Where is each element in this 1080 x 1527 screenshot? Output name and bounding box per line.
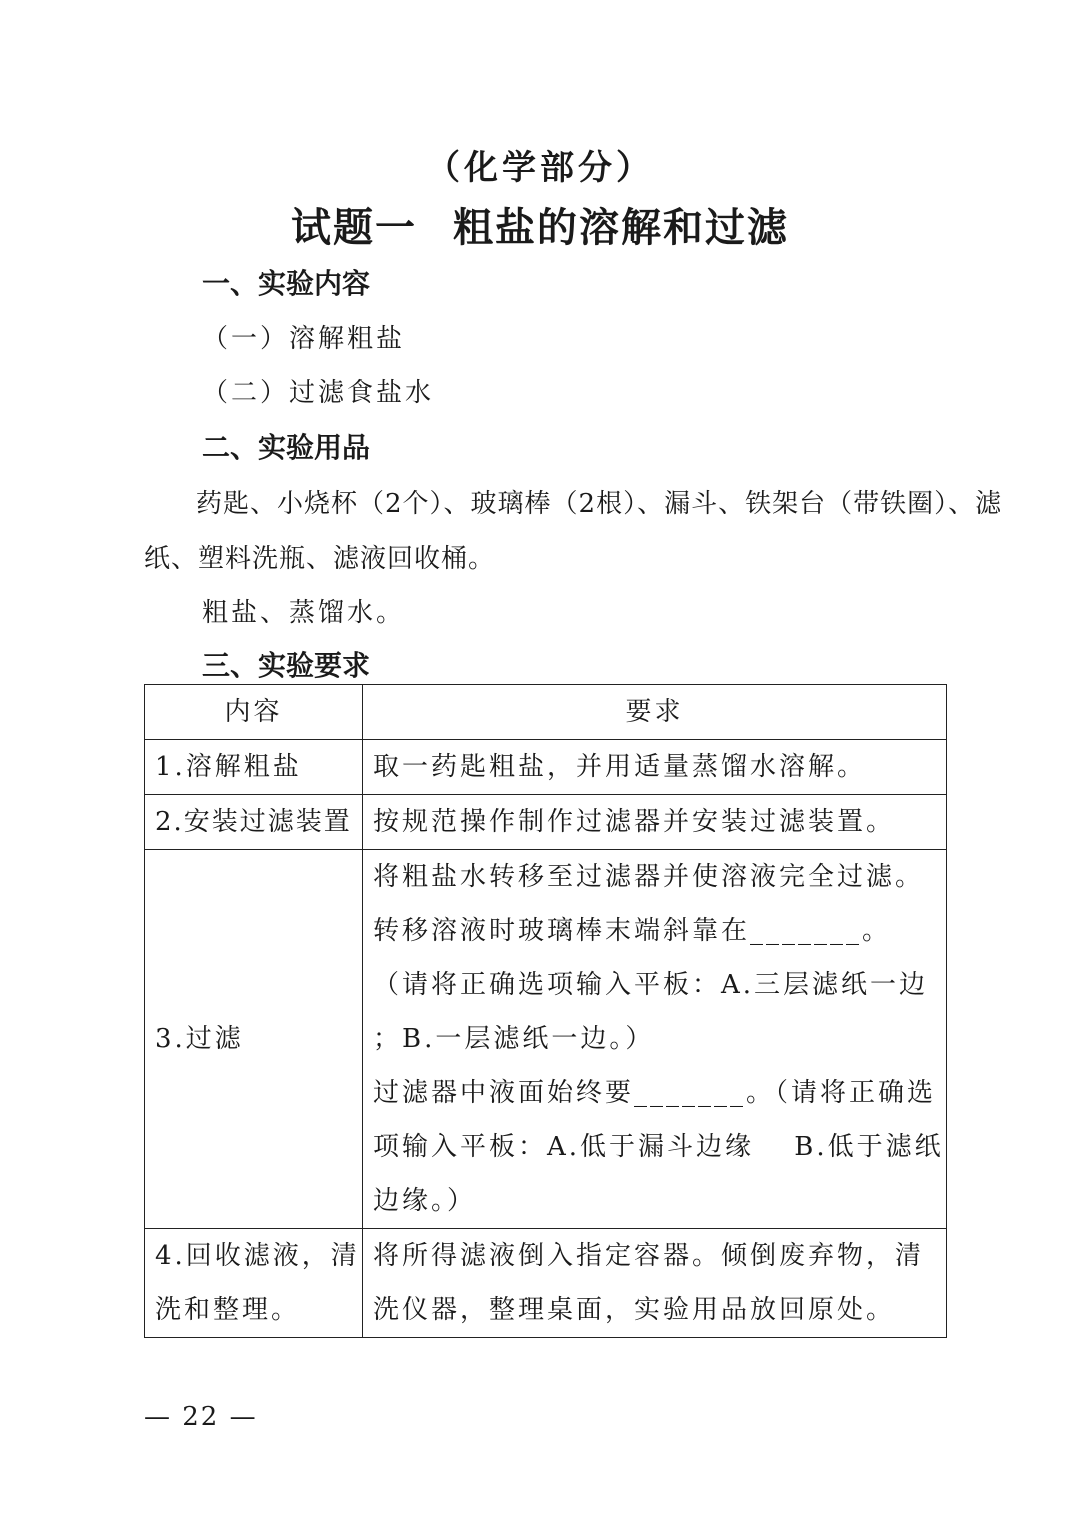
row-3-requirement-line-1: 将粗盐水转移至过滤器并使溶液完全过滤。: [373, 862, 925, 892]
row-4-content: [145, 1229, 363, 1338]
row-3-requirement-line-7: 边缘。）: [373, 1186, 477, 1216]
row-4-content-line-1: 4.回收滤液，清: [155, 1241, 360, 1271]
row-2-content: 2.安装过滤装置: [145, 795, 363, 850]
reagents-line: 粗盐、蒸馏水。: [202, 598, 406, 628]
row-4-requirement-line-2: 洗仪器，整理桌面，实验用品放回原处。: [373, 1295, 896, 1325]
row-3-requirement-line-4: ；B.一层滤纸一边。）: [373, 1024, 655, 1054]
page-title: [0, 196, 1080, 253]
row-3-requirement-line-6: 项输入平板：A.低于漏斗边缘 B.低于滤纸: [373, 1132, 944, 1162]
row-3-requirement-line-5: 过滤器中液面始终要_______。（请将正确选: [373, 1078, 937, 1108]
table-header-requirement: 要求: [363, 685, 947, 740]
table-row: [145, 850, 947, 1229]
row-4-requirement: [363, 1229, 947, 1338]
content-item-2: （二）过滤食盐水: [202, 378, 435, 408]
row-4-content-line-2: 洗和整理。: [155, 1295, 301, 1325]
row-3-requirement: [363, 850, 947, 1229]
heading-experiment-requirements: 三、实验要求: [202, 649, 371, 682]
table-row: [145, 795, 947, 850]
title-question-number: 试题一: [291, 205, 417, 251]
table-row: [145, 1229, 947, 1338]
table-row: [145, 740, 947, 795]
row-3-requirement-line-2: 转移溶液时玻璃棒末端斜靠在_______。: [373, 916, 892, 946]
row-4-requirement-line-1: 将所得滤液倒入指定容器。倾倒废弃物，清: [373, 1241, 925, 1271]
table-header-row: [145, 685, 947, 740]
row-3-content: 3.过滤: [145, 850, 363, 1229]
heading-experiment-content: 一、实验内容: [202, 267, 371, 300]
requirements-table: [144, 684, 947, 1338]
content-item-1: （一）溶解粗盐: [202, 324, 406, 354]
row-3-requirement-line-3: （请将正确选项输入平板：A.三层滤纸一边: [373, 970, 929, 1000]
row-1-requirement: 取一药匙粗盐，并用适量蒸馏水溶解。: [363, 740, 947, 795]
page-number: — 22 —: [144, 1402, 258, 1432]
row-2-requirement: 按规范操作制作过滤器并安装过滤装置。: [363, 795, 947, 850]
title-question-name: 粗盐的溶解和过滤: [453, 205, 789, 251]
row-1-content: 1.溶解粗盐: [145, 740, 363, 795]
equipment-line-1: 药匙、小烧杯（2个）、玻璃棒（2根）、漏斗、铁架台（带铁圈）、滤: [196, 489, 1003, 519]
equipment-line-2: 纸、塑料洗瓶、滤液回收桶。: [144, 544, 496, 574]
table-header-content: 内容: [145, 685, 363, 740]
section-label: （化学部分）: [426, 148, 654, 188]
heading-experiment-supplies: 二、实验用品: [202, 431, 371, 464]
